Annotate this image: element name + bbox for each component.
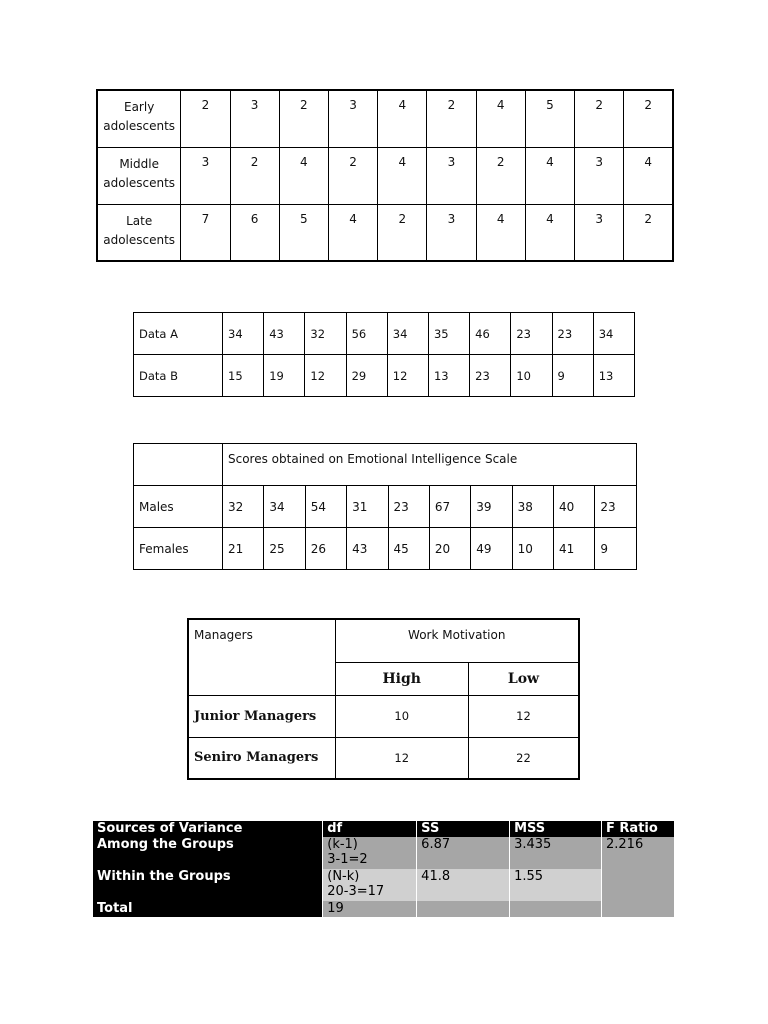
- cell: 6.87: [417, 837, 510, 869]
- cell: 43: [347, 528, 388, 570]
- cell: 4: [476, 204, 525, 261]
- cell: 40: [554, 486, 595, 528]
- cell: 23: [511, 313, 552, 355]
- table-header-row: [93, 821, 675, 837]
- cell: 3: [427, 204, 476, 261]
- row-label-junior: Junior Managers: [188, 695, 335, 737]
- cell: 19: [323, 901, 417, 917]
- cell: 38: [512, 486, 553, 528]
- cell: 2: [575, 90, 624, 147]
- cell: 6: [230, 204, 279, 261]
- cell: 31: [347, 486, 388, 528]
- cell: 34: [223, 313, 264, 355]
- table-row: [93, 901, 675, 917]
- column-header: MSS: [510, 821, 602, 837]
- table-row: [188, 695, 579, 737]
- row-label-early: Early adolescents: [97, 90, 181, 147]
- column-header-low: Low: [468, 662, 579, 695]
- cell: 4: [624, 147, 673, 204]
- table-row: [134, 528, 637, 570]
- cell: 34: [264, 486, 305, 528]
- cell: 25: [264, 528, 305, 570]
- cell: 2: [624, 204, 673, 261]
- cell: 2: [181, 90, 230, 147]
- cell: 4: [279, 147, 328, 204]
- cell: 5: [279, 204, 328, 261]
- cell: 35: [428, 313, 469, 355]
- cell: 3.435: [510, 837, 602, 869]
- cell: 34: [593, 313, 634, 355]
- cell: (N-k) 20-3=17: [323, 869, 417, 901]
- table-row: [97, 90, 673, 147]
- emotional-intelligence-table: [133, 443, 637, 570]
- cell: 12: [468, 695, 579, 737]
- cell: 3: [427, 147, 476, 204]
- cell: 10: [512, 528, 553, 570]
- group-header: Work Motivation: [335, 619, 579, 662]
- cell: 2: [624, 90, 673, 147]
- cell: 46: [470, 313, 511, 355]
- anova-table: [93, 821, 675, 917]
- table-row: [93, 869, 675, 901]
- cell: 4: [378, 147, 427, 204]
- cell: 2: [427, 90, 476, 147]
- cell: 43: [264, 313, 305, 355]
- cell: 23: [388, 486, 429, 528]
- cell: 12: [335, 737, 468, 779]
- column-header-high: High: [335, 662, 468, 695]
- corner-label: Managers: [188, 619, 335, 695]
- cell: (k-1) 3-1=2: [323, 837, 417, 869]
- cell: 3: [575, 147, 624, 204]
- cell: 26: [305, 528, 346, 570]
- cell: 45: [388, 528, 429, 570]
- cell: 23: [595, 486, 637, 528]
- cell: 10: [511, 355, 552, 397]
- cell: 4: [476, 90, 525, 147]
- cell: 10: [335, 695, 468, 737]
- table-row: [134, 355, 635, 397]
- cell: 49: [471, 528, 512, 570]
- work-motivation-table: [187, 618, 580, 780]
- cell: 3: [328, 90, 377, 147]
- cell: 3: [230, 90, 279, 147]
- data-ab-table: [133, 312, 635, 397]
- table-row: [97, 204, 673, 261]
- cell: 34: [387, 313, 428, 355]
- table-row: [188, 737, 579, 779]
- cell: 67: [429, 486, 470, 528]
- adolescents-table: [96, 89, 674, 262]
- cell: 2: [230, 147, 279, 204]
- column-header: Sources of Variance: [93, 821, 323, 837]
- table-row: [134, 486, 637, 528]
- table-row: [97, 147, 673, 204]
- cell: 32: [223, 486, 264, 528]
- row-label-males: Males: [134, 486, 223, 528]
- cell: 32: [305, 313, 346, 355]
- cell: 41: [554, 528, 595, 570]
- cell: 54: [305, 486, 346, 528]
- cell: 2: [279, 90, 328, 147]
- cell: 13: [593, 355, 634, 397]
- cell: 9: [595, 528, 637, 570]
- row-label-females: Females: [134, 528, 223, 570]
- table-row: [134, 444, 637, 486]
- row-label-data-b: Data B: [134, 355, 223, 397]
- cell: 4: [328, 204, 377, 261]
- corner-cell: [134, 444, 223, 486]
- cell: 2: [328, 147, 377, 204]
- row-label-senior: Seniro Managers: [188, 737, 335, 779]
- row-label-total: Total: [93, 901, 323, 917]
- cell: 19: [264, 355, 305, 397]
- cell: 5: [525, 90, 574, 147]
- cell: 2: [378, 204, 427, 261]
- row-label-among: Among the Groups: [93, 837, 323, 869]
- cell: 3: [181, 147, 230, 204]
- table-row: [93, 837, 675, 869]
- column-header: F Ratio: [602, 821, 675, 837]
- cell: 1.55: [510, 869, 602, 901]
- row-label-data-a: Data A: [134, 313, 223, 355]
- cell: 56: [346, 313, 387, 355]
- cell: 4: [378, 90, 427, 147]
- cell: 13: [428, 355, 469, 397]
- cell: 21: [223, 528, 264, 570]
- cell: [510, 901, 602, 917]
- cell: 9: [552, 355, 593, 397]
- cell: [417, 901, 510, 917]
- cell: 2: [476, 147, 525, 204]
- column-header: df: [323, 821, 417, 837]
- table-row: [134, 313, 635, 355]
- cell: 23: [470, 355, 511, 397]
- cell: 12: [387, 355, 428, 397]
- row-label-within: Within the Groups: [93, 869, 323, 901]
- table-row: [188, 619, 579, 662]
- cell: 29: [346, 355, 387, 397]
- cell: 41.8: [417, 869, 510, 901]
- cell: 20: [429, 528, 470, 570]
- cell: [602, 901, 675, 917]
- cell: 4: [525, 204, 574, 261]
- cell: 39: [471, 486, 512, 528]
- row-label-middle: Middle adolescents: [97, 147, 181, 204]
- cell: 12: [305, 355, 346, 397]
- table-header: Scores obtained on Emotional Intelligence Scale: [223, 444, 637, 486]
- column-header: SS: [417, 821, 510, 837]
- cell: 15: [223, 355, 264, 397]
- row-label-late: Late adolescents: [97, 204, 181, 261]
- cell: 23: [552, 313, 593, 355]
- cell: 4: [525, 147, 574, 204]
- cell: 22: [468, 737, 579, 779]
- cell: 2.216: [602, 837, 675, 901]
- cell: 3: [575, 204, 624, 261]
- cell: 7: [181, 204, 230, 261]
